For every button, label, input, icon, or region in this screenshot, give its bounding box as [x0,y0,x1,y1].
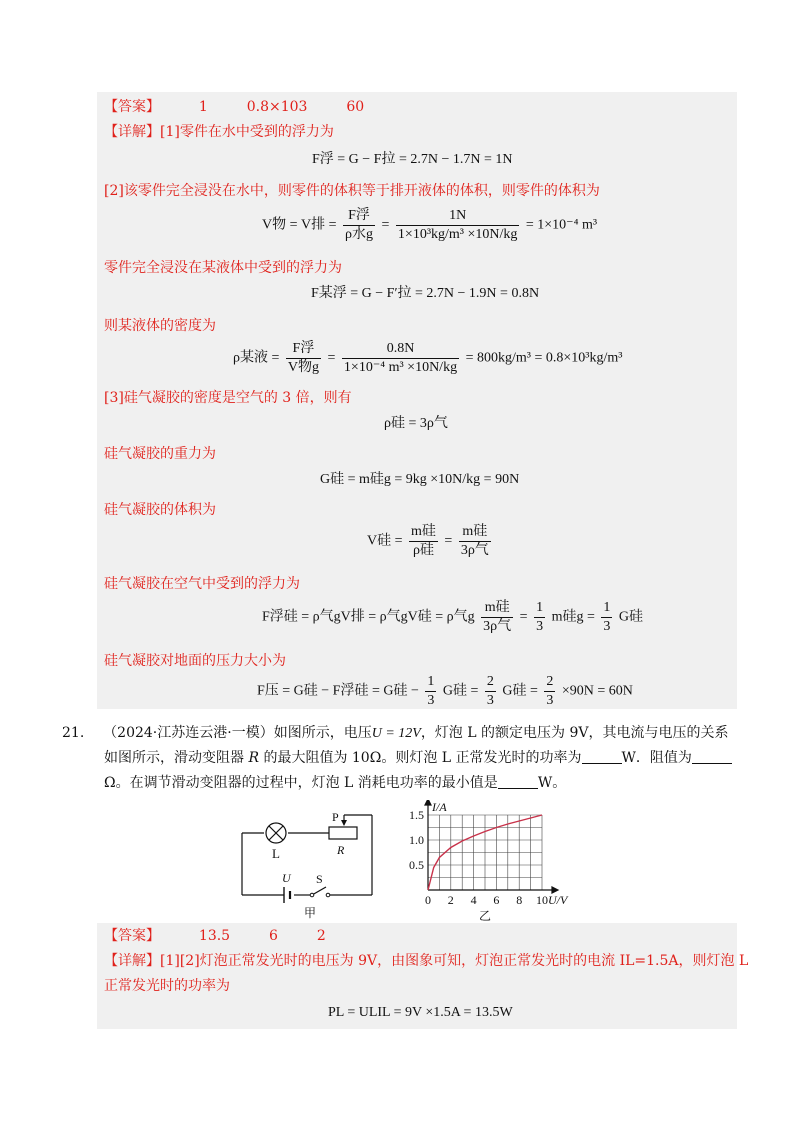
answer-blank-3[interactable] [498,774,538,789]
y-axis-label: I/A [432,800,447,814]
eq7-f1-num: m硅 [409,523,438,542]
answer-value-1: 1 [198,99,208,115]
detail-intro: [1]零件在水中受到的浮力为 [160,124,334,140]
answer2-value-3: 2 [316,928,326,944]
circuit-caption: 甲 [304,906,317,920]
explanation-9: 硅气凝胶对地面的压力大小为 [104,653,286,669]
answer-label-2: 【答案】 [104,928,160,944]
eq4-f1-num: F浮 [286,340,321,359]
eq4-fraction-1 [286,340,321,377]
eq8-f3-num: 1 [601,599,612,618]
eq4-fraction-2 [342,340,459,377]
eq9-f2-num: 2 [485,673,496,692]
eq4-f1-den: V物g [287,360,320,375]
question-21-line-2 [104,748,732,768]
answer-line-2 [104,926,326,946]
eq8-f1-den: 3ρ气 [483,619,512,634]
eq9-f1-den: 3 [427,693,435,708]
answer-line-1 [104,97,364,117]
y-axis-arrow-icon [425,800,431,805]
eq2-f1-num: F浮 [343,207,375,226]
rheostat [329,827,357,839]
eq2-left: V物 = V排 = [262,217,337,233]
question-21-line-1 [62,723,728,744]
explanation-2: [2]该零件完全浸没在水中，则零件的体积等于排开液体的体积，则零件的体积为 [104,183,600,199]
q21-text-3b: W。 [537,775,567,791]
q21-text-1a: （2024·江苏连云港·一模）如图所示，电压 [103,725,372,741]
eq7-f2-num: m硅 [459,523,491,542]
eq9-f3-num: 2 [544,673,555,692]
circuit-diagram [232,805,392,920]
q21-voltage: U = 12V [371,726,421,741]
explanation-4: 则某液体的密度为 [104,318,216,334]
q21-text-2a: 如图所示，滑动变阻器 [104,750,244,766]
eq9-fraction-1 [425,673,436,710]
eq2-fraction-2 [396,207,519,244]
equation-5: ρ硅 = 3ρ气 [384,416,448,431]
answer-label: 【答案】 [104,99,160,115]
equation-2: V物 = V排 = $\frac{\text{F浮}}{\text{ρ水g}}$ = $\frac{1N}{\text{1×10³kg/m³ ×10N/kg}}$ = 1×10⁻⁴ m³ [262,208,598,242]
voltage-label: U [282,871,291,885]
detail-line-1 [104,122,334,142]
x-tick-label: 8 [516,893,523,907]
x-axis-label: U/V [548,893,568,907]
eq8-right: G硅 [618,609,643,625]
y-tick-label: 1.0 [409,833,424,847]
q21-r: R [248,750,259,766]
eq8-mid: = [519,609,528,625]
explanation-7: 硅气凝胶的体积为 [104,502,216,518]
detail2-line-2: 正常发光时的功率为 [104,978,230,994]
equation-9 [257,673,633,710]
explanation-6: 硅气凝胶的重力为 [104,446,216,462]
chart-caption: 乙 [479,909,492,923]
eq2-right: = 1×10⁻⁴ m³ [525,217,598,233]
question-21-line-3 [104,773,566,793]
rheostat-label: R [337,843,345,857]
eq4-right: = 800kg/m³ = 0.8×10³kg/m³ [465,350,623,366]
eq9-f1-num: 1 [425,673,436,692]
eq2-fraction-1 [343,207,375,244]
x-tick-label: 2 [447,893,454,907]
answer-blank-2[interactable] [692,749,732,764]
answer-value-3: 60 [346,99,365,115]
explanation-5: [3]硅气凝胶的密度是空气的 3 倍，则有 [104,390,352,406]
eq9-left: F压 = G硅 − F浮硅 = G硅 − [257,683,419,699]
lamp-label: L [272,846,280,861]
detail-label: 【详解】 [104,124,160,140]
y-tick-label: 0.5 [409,858,424,872]
eq4-f2-num: 0.8N [342,340,459,359]
eq8-fraction-3 [601,599,612,636]
eq9-fraction-3 [544,673,555,710]
explanation-3: 零件完全浸没在某液体中受到的浮力为 [104,260,342,276]
eq9-right: ×90N = 60N [561,683,633,699]
detail2-label: 【详解】 [104,953,160,969]
eq7-f2-den: 3ρ气 [460,543,489,558]
eq8-f3-den: 3 [603,619,611,634]
q21-text-3a: Ω。在调节滑动变阻器的过程中，灯泡 L 消耗电功率的最小值是 [104,775,498,791]
equation-10: PL = ULIL = 9V ×1.5A = 13.5W [328,1005,513,1020]
eq9-fraction-2 [485,673,496,710]
explanation-8: 硅气凝胶在空气中受到的浮力为 [104,576,300,592]
equation-4: ρ某液 = $\frac{\text{F浮}}{\text{V物g}}$ = $\frac{0.8N}{\text{1×10⁻⁴ m³ ×10N/kg}}$ = 800kg/m³ = 0.8×10³kg/m³ [233,341,623,375]
answer2-value-1: 13.5 [198,928,231,944]
eq8-left: F浮硅 = ρ气gV排 = ρ气gV硅 = ρ气g [262,609,475,625]
eq9-mid: G硅 = [442,683,479,699]
eq8-mid2: m硅g = [551,609,595,625]
detail2-line-1 [104,951,748,971]
eq8-f2-num: 1 [534,599,545,618]
eq7-fraction-1 [409,523,438,560]
eq9-f2-den: 3 [486,693,494,708]
eq8-f1-num: m硅 [481,599,513,618]
answer2-value-2: 6 [268,928,278,944]
equation-8 [262,599,643,636]
q21-text-1b: ，灯泡 L 的额定电压为 9V，其电流与电压的关系 [420,725,729,741]
x-tick-label: 4 [470,893,477,907]
equation-6: G硅 = m硅g = 9kg ×10N/kg = 90N [320,472,520,487]
question-number: 21. [62,725,85,741]
eq8-fraction-2 [534,599,545,636]
switch-label: S [316,872,323,886]
detail2-text-1: [1][2]灯泡正常发光时的电压为 9V，由图象可知，灯泡正常发光时的电流 IL=1.5A，则灯泡 L [160,953,749,969]
x-tick-label: 0 [425,893,431,907]
eq8-f2-den: 3 [536,619,544,634]
eq4-left: ρ某液 = [233,350,280,366]
equation-1: F浮 = G − F拉 = 2.7N − 1.7N = 1N [312,152,513,167]
eq7-f1-den: ρ硅 [412,543,434,558]
q21-text-2c: W．阻值为 [621,750,692,766]
equation-3: F某浮 = G − F′拉 = 2.7N − 1.9N = 0.8N [311,286,540,301]
q21-text-2b: 的最大阻值为 10Ω。则灯泡 L 正常发光时的功率为 [263,750,582,766]
slider-arrow-icon [341,820,347,826]
x-tick-label: 10 [536,893,548,907]
answer-blank-1[interactable] [582,749,622,764]
eq8-fraction-1 [481,599,513,636]
x-tick-label: 6 [493,893,500,907]
eq2-f2-den: 1×10³kg/m³ ×10N/kg [397,227,518,242]
eq9-f3-den: 3 [546,693,554,708]
eq7-fraction-2 [459,523,491,560]
iu-chart [398,800,578,925]
eq2-f2-num: 1N [396,207,519,226]
slider-label: P [332,810,339,824]
eq4-f2-den: 1×10⁻⁴ m³ ×10N/kg [343,360,458,375]
eq2-f1-den: ρ水g [345,227,374,242]
lamp-icon [266,823,286,843]
eq9-mid2: G硅 = [502,683,538,699]
equation-7: V硅 = $\frac{\text{m硅}}{\text{ρ硅}}$ = $\frac{\text{m硅}}{\text{3ρ气}}$ [367,524,489,558]
y-tick-label: 1.5 [409,808,424,822]
eq7-left: V硅 = [367,533,403,549]
answer-value-2: 0.8×103 [246,99,308,115]
